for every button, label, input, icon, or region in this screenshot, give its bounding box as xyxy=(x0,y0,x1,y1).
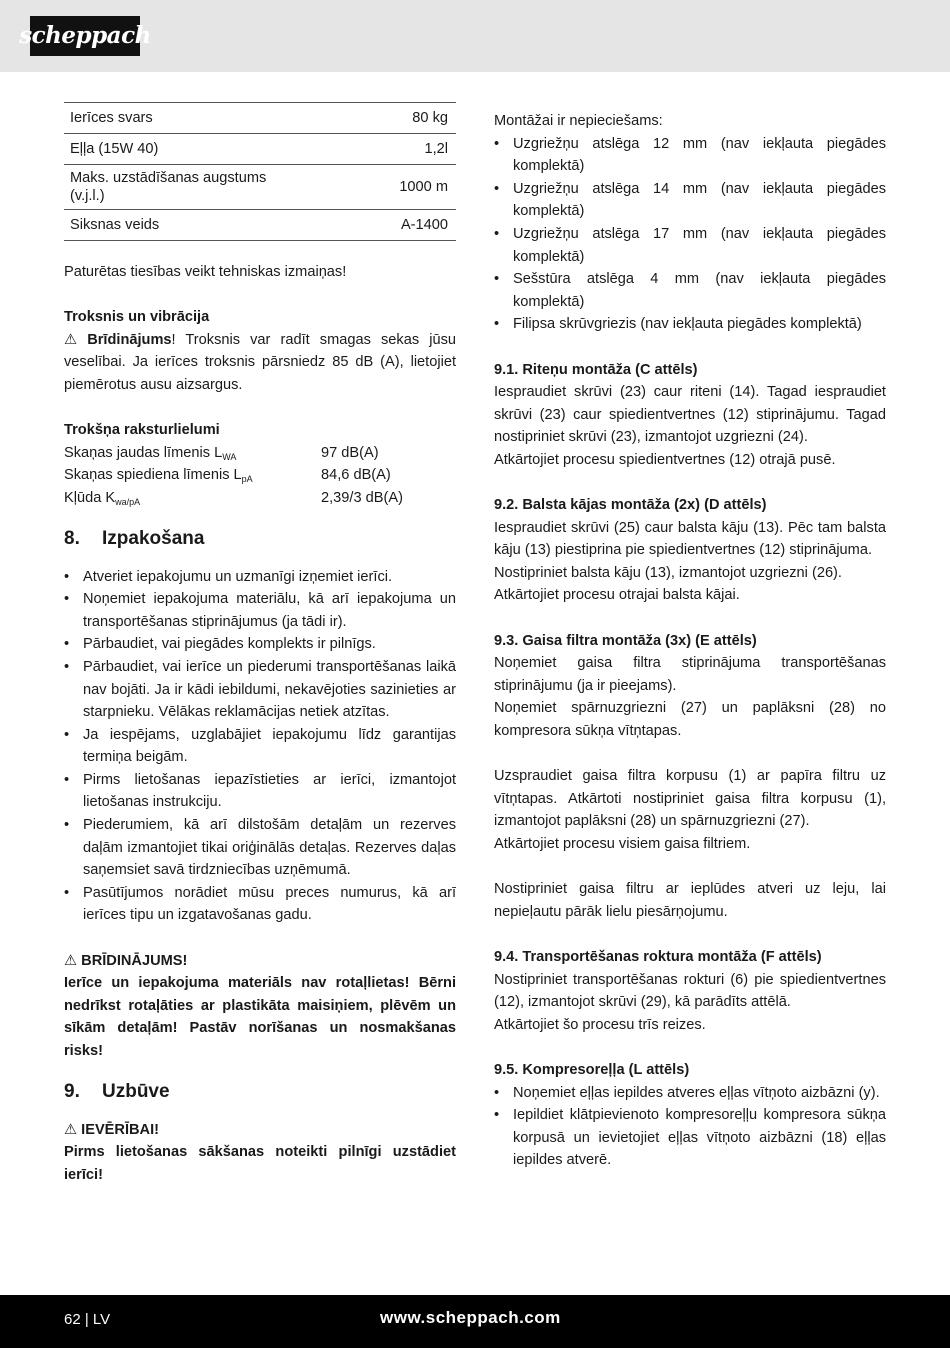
noise-label: Skaņas jaudas līmenis $L_{WA}$ xyxy=(64,444,237,462)
noise-label: Kļūda $K_{wa/pA}$ xyxy=(64,489,141,507)
list-item: • Filipsa skrūvgriezis (nav iekļauta piegādes komplektā) xyxy=(494,313,886,336)
section-9-1-text: Iespraudiet skrūvi (23) caur riteni (14). Tagad iespraudiet skrūvi (23) caur spiedientvertnes (12) stiprinājumu. Tagad nostipriniet skrūvi (23), izmantojot uzgriezni (24). xyxy=(494,384,886,446)
section-9-2-text: Atkārtojiet procesu otrajai balsta kājai. xyxy=(494,587,740,604)
noise-value: 97 dB(A) xyxy=(321,444,379,461)
brand-logo: scheppach xyxy=(30,16,140,56)
list-item: • Pasūtījumos norādiet mūsu preces numurus, kā arī ierīces tipu un izgatavošanas gadu. xyxy=(64,882,456,927)
page-number: 62 | LV xyxy=(64,1311,111,1328)
noise-warning-word: Brīdinājums xyxy=(87,331,172,348)
spec-value: A-1400 xyxy=(308,210,456,241)
spec-value: 1,2l xyxy=(308,134,456,165)
page-header xyxy=(0,0,950,72)
tools-intro: Montāžai ir nepieciešams: xyxy=(494,113,663,129)
right-column xyxy=(494,110,886,1172)
warning-triangle-icon: ⚠ xyxy=(64,952,78,969)
spec-label: Maks. uzstādīšanas augstums (v.j.l.) xyxy=(64,165,308,210)
section-9-1-text: Atkārtojiet procesu spiedientvertnes (12) otrajā pusē. xyxy=(494,451,836,468)
noise-value: 2,39/3 dB(A) xyxy=(321,489,403,506)
list-item: • Sešstūra atslēga 4 mm (nav iekļauta piegādes komplektā) xyxy=(494,268,886,313)
spec-value: 80 kg xyxy=(308,103,456,134)
noise-warning xyxy=(64,329,456,397)
section-9-1-title: 9.1. Riteņu montāža (C attēls) xyxy=(494,361,698,378)
section-9-3-title: 9.3. Gaisa filtra montāža (3x) (E attēls) xyxy=(494,632,757,649)
section-9-3-text: Noņemiet gaisa filtra stiprinājuma transportēšanas stiprinājumu (ja ir pieejams). xyxy=(494,655,886,694)
list-item: • Pārbaudiet, vai ierīce un piederumi transportēšanas laikā nav bojāti. Ja ir kādi iebildumi, nekavējoties sazinieties ar starpnieku. Vēlākas reklamācijas netiek atzītas. xyxy=(64,656,456,724)
noise-value: 84,6 dB(A) xyxy=(321,467,391,484)
notice-text: Pirms lietošanas sākšanas noteikti pilnīgi uzstādiet ierīci! xyxy=(64,1144,456,1183)
spec-value: 1000 m xyxy=(308,165,456,210)
spec-table xyxy=(64,102,456,241)
table-row xyxy=(64,134,456,165)
section-9-title: 9. Uzbūve xyxy=(64,1080,170,1102)
section-9-3-text: Atkārtojiet procesu visiem gaisa filtriem. xyxy=(494,836,751,852)
section-9-2-title: 9.2. Balsta kājas montāža (2x) (D attēls) xyxy=(494,497,767,514)
section-9-5-title: 9.5. Kompresoreļļa (L attēls) xyxy=(494,1061,690,1078)
section-9-3-text: Noņemiet spārnuzgriezni (27) un paplāksni (28) no kompresora sūkņa vītņtapas. xyxy=(494,700,886,740)
page-footer xyxy=(0,1295,950,1348)
noise-row xyxy=(64,464,456,487)
noise-row xyxy=(64,442,456,465)
table-row xyxy=(64,210,456,241)
noise-row xyxy=(64,487,456,510)
warning-triangle-icon: ⚠ xyxy=(64,1121,78,1138)
section-9-4-title: 9.4. Transportēšanas roktura montāža (F attēls) xyxy=(494,948,822,965)
noise-characteristics-heading: Trokšņa raksturlielumi xyxy=(64,422,220,439)
list-item: • Uzgriežņu atslēga 12 mm (nav iekļauta piegādes komplektā) xyxy=(494,133,886,178)
oil-list xyxy=(494,1082,886,1172)
noise-label: Skaņas spiediena līmenis $L_{pA}$ xyxy=(64,467,253,485)
spec-label: Ierīces svars xyxy=(64,103,308,134)
section-9-2-text: Nostipriniet balsta kāju (13), izmantojot uzgriezni (26). xyxy=(494,564,842,581)
spec-label: Siksnas veids xyxy=(64,210,308,241)
list-item: • Pirms lietošanas iepazīstieties ar ierīci, izmantojot lietošanas instrukciju. xyxy=(64,769,456,814)
list-item: • Uzgriežņu atslēga 14 mm (nav iekļauta piegādes komplektā) xyxy=(494,178,886,223)
list-item: • Noņemiet iepakojuma materiālu, kā arī iepakojuma un transportēšanas stiprinājumus (ja tādi ir). xyxy=(64,588,456,633)
section-8-title: 8. Izpakošana xyxy=(64,527,205,549)
left-column xyxy=(64,100,456,1186)
tools-list xyxy=(494,133,886,336)
table-row xyxy=(64,165,456,210)
list-item: • Noņemiet eļļas iepildes atveres eļļas vītņoto aizbāzni (y). xyxy=(494,1082,886,1105)
warning-text: Ierīce un iepakojuma materiāls nav rotaļlietas! Bērni nedrīkst rotaļāties ar plastikāta maisiņiem, plēvēm un sīkām detaļām! Pastāv norīšanas un nosmakšanas risks! xyxy=(64,975,456,1059)
section-9-3-text: Uzspraudiet gaisa filtra korpusu (1) ar papīra filtru uz vītņtapas. Atkārtoti nostipriniet gaisa filtra korpusu (1), izmantojot paplāksni (28) un spārnuzgriezni (27). xyxy=(494,768,886,830)
warning-title: ⚠ BRĪDINĀJUMS! xyxy=(64,950,456,973)
table-row xyxy=(64,103,456,134)
section-9-2-text: Iespraudiet skrūvi (25) caur balsta kāju (13). Pēc tam balsta kāju (13) piestiprina pie spiedientvertnes (12) stiprinājuma. xyxy=(494,519,886,559)
reserve-note: Paturētas tiesības veikt tehniskas izmaiņas! xyxy=(64,264,347,280)
website-url: www.scheppach.com xyxy=(380,1308,561,1327)
list-item: • Uzgriežņu atslēga 17 mm (nav iekļauta piegādes komplektā) xyxy=(494,223,886,268)
notice-title: ⚠ IEVĒRĪBAI! xyxy=(64,1119,456,1142)
section-9-4-text: Nostipriniet transportēšanas rokturi (6) pie spiedientvertnes (12), izmantojot skrūvi (29), kā parādīts attēlā. xyxy=(494,971,886,1011)
noise-warning-text: ! Troksnis var radīt smagas sekas jūsu veselībai. Ja ierīces troksnis pārsniedz 85 dB (A), lietojiet piemērotus ausu aizsargus. xyxy=(64,331,457,393)
list-item: • Piederumiem, kā arī dilstošām detaļām un rezerves daļām izmantojiet tikai oriģinālās detaļas. Rezerves daļas saņemsiet savā tirdzniecības uzņēmumā. xyxy=(64,814,456,882)
list-item: • Atveriet iepakojumu un uzmanīgi izņemiet ierīci. xyxy=(64,566,456,589)
noise-heading: Troksnis un vibrācija xyxy=(64,309,210,326)
warning-triangle-icon: ⚠ xyxy=(64,331,78,348)
list-item: • Iepildiet klātpievienoto kompresoreļļu kompresora sūkņa korpusā un ievietojiet eļļas vītņoto aizbāzni (18) eļļas iepildes atverē. xyxy=(494,1104,886,1172)
section-9-4-text: Atkārtojiet šo procesu trīs reizes. xyxy=(494,1016,706,1033)
spec-label: Eļļa (15W 40) xyxy=(64,134,308,165)
list-item: • Pārbaudiet, vai piegādes komplekts ir pilnīgs. xyxy=(64,633,456,656)
section-9-3-text: Nostipriniet gaisa filtru ar ieplūdes atveri uz leju, lai nepieļautu pārāk lielu piesārņojumu. xyxy=(494,881,886,920)
list-item: • Ja iespējams, uzglabājiet iepakojumu līdz garantijas termiņa beigām. xyxy=(64,724,456,769)
unpacking-list xyxy=(64,566,456,928)
